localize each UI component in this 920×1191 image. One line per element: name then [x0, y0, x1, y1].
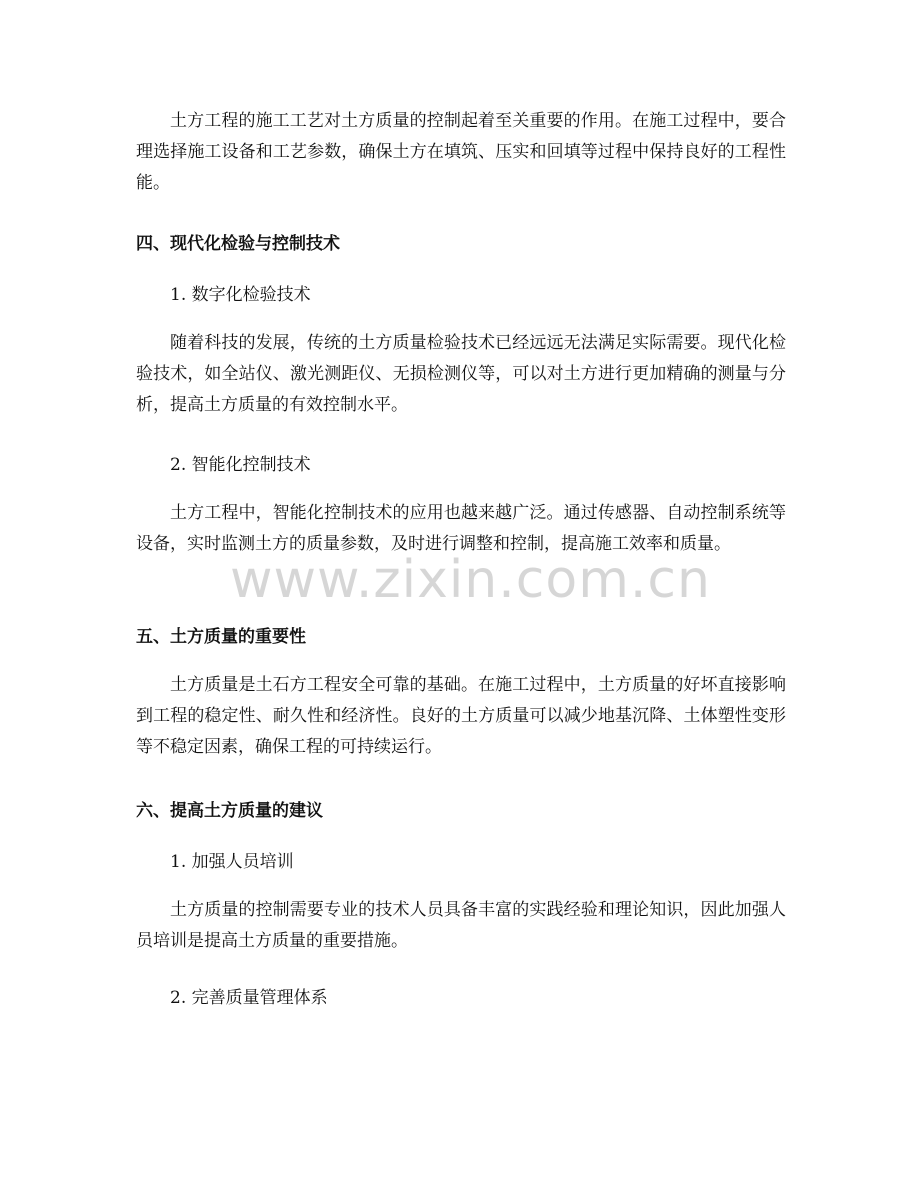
- paragraph-text: 随着科技的发展，传统的土方质量检验技术已经远远无法满足实际需要。现代化检验技术，如全站仪、激光测距仪、无损检测仪等，可以对土方进行更加精确的测量与分析，提高土方质量的有效控制水平。: [136, 333, 786, 415]
- paragraph-text: 土方工程的施工工艺对土方质量的控制起着至关重要的作用。在施工过程中，要合理选择施工设备和工艺参数，确保土方在填筑、压实和回填等过程中保持良好的工程性能。: [136, 111, 786, 193]
- paragraph-text: 土方工程中，智能化控制技术的应用也越来越广泛。通过传感器、自动控制系统等设备，实时监测土方的质量参数，及时进行调整和控制，提高施工效率和质量。: [136, 503, 786, 554]
- heading-text: 六、提高土方质量的建议: [136, 801, 323, 821]
- subheading-text: 2. 智能化控制技术: [170, 455, 311, 475]
- subheading-4-2: [136, 453, 786, 477]
- paragraph-3: [136, 498, 786, 560]
- section-heading-4: [136, 232, 786, 256]
- paragraph-text: 土方质量的控制需要专业的技术人员具备丰富的实践经验和理论知识，因此加强人员培训是提高土方质量的重要措施。: [136, 900, 786, 951]
- heading-text: 四、现代化检验与控制技术: [136, 234, 340, 254]
- subheading-6-2: [136, 986, 786, 1010]
- subheading-6-1: [136, 850, 786, 874]
- subheading-text: 1. 加强人员培训: [170, 852, 294, 872]
- subheading-text: 1. 数字化检验技术: [170, 285, 311, 305]
- section-heading-5: [136, 625, 786, 649]
- paragraph-2: [136, 328, 786, 421]
- paragraph-1: [136, 106, 786, 199]
- subheading-4-1: [136, 283, 786, 307]
- paragraph-4: [136, 670, 786, 763]
- section-heading-6: [136, 799, 786, 823]
- paragraph-text: 土方质量是土石方工程安全可靠的基础。在施工过程中，土方质量的好坏直接影响到工程的稳定性、耐久性和经济性。良好的土方质量可以减少地基沉降、土体塑性变形等不稳定因素，确保工程的可持续运行。: [136, 675, 786, 757]
- heading-text: 五、土方质量的重要性: [136, 627, 306, 647]
- subheading-text: 2. 完善质量管理体系: [170, 988, 328, 1008]
- watermark: www.zixin.com.cn: [230, 550, 711, 610]
- paragraph-5: [136, 895, 786, 957]
